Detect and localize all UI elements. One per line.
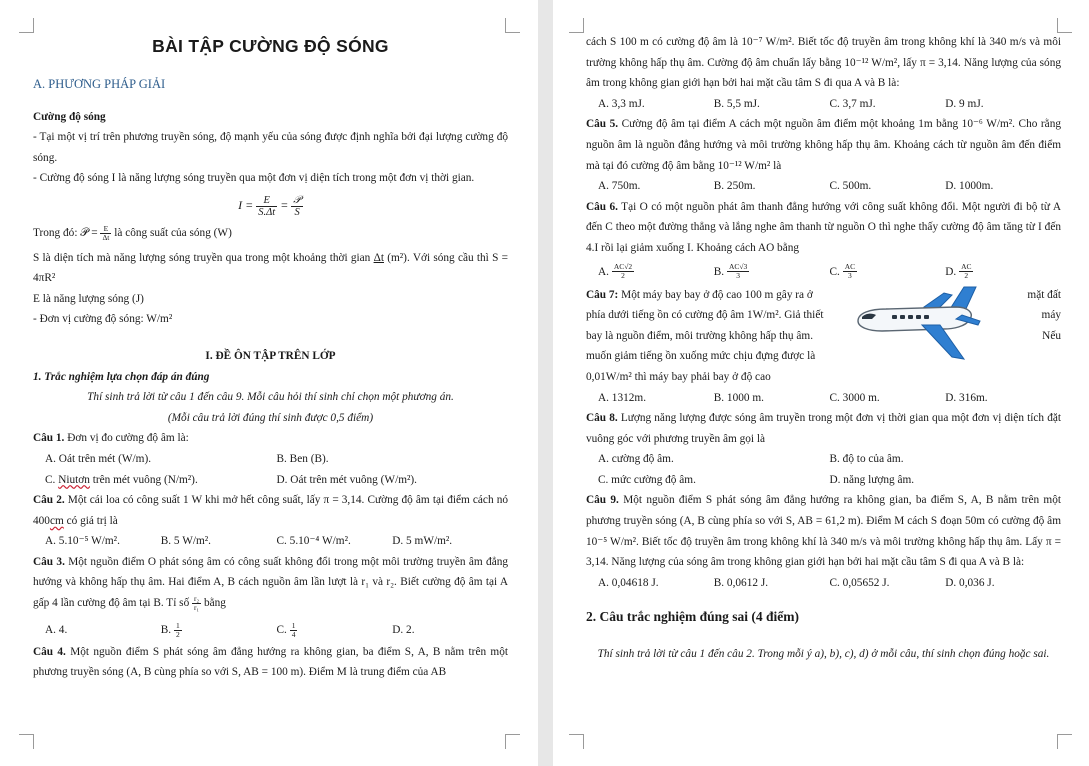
- fraction-numerator: r₂: [194, 593, 200, 603]
- question-text: Một máy bay bay ở độ cao 100 m gây ra ở: [618, 288, 813, 301]
- question-7-line-5: 0,01W/m² thì máy bay phải bay ở độ cao: [586, 370, 771, 383]
- power-fraction: [100, 225, 111, 242]
- question-7-line-2: [586, 305, 1061, 326]
- formula-fraction-energy: [256, 195, 277, 218]
- question-label: Câu 1.: [33, 432, 65, 445]
- option-b: B. 0,0612 J.: [713, 576, 769, 589]
- option-d: D. 2.: [392, 623, 415, 636]
- option-a: A. 1312m.: [598, 391, 647, 404]
- option-b: B. Ben (B).: [276, 452, 329, 465]
- fraction-numerator: AC: [844, 262, 856, 272]
- crop-mark: [1057, 18, 1072, 33]
- question-label: Câu 2.: [33, 494, 65, 507]
- fraction-denominator: 2: [621, 271, 625, 281]
- spellcheck-word: cm: [49, 514, 64, 527]
- option-fraction: [727, 263, 749, 280]
- document-page-2: [553, 0, 1089, 766]
- crop-mark: [19, 734, 34, 749]
- section-heading-review: I. ĐỀ ÔN TẬP TRÊN LỚP: [205, 349, 336, 362]
- formula-fraction-power: [291, 195, 303, 218]
- question-6: [586, 197, 1061, 259]
- question-9-options: [586, 573, 1061, 594]
- question-8-options-row-1: [586, 449, 1061, 470]
- delta-t: Δt: [373, 251, 384, 264]
- question-text: Một nguồn điểm S phát sóng âm đẳng hướng ra không gian, ba điểm S, A, B nằm trên một phương truyền sóng (A, B cùng phía so với S, AB = 61,2 m). Điểm M cách S đoạn 50m có cường độ âm 10⁻⁵ W/m². Biết tốc độ truyền âm trong không khí là 340 m/s và môi trường không hấp thụ âm. Lấy π = 3,14. Năng lượng của sóng âm trong không gian giới hạn bởi hai mặt cầu tâm S đi qua A và B là:: [586, 494, 1061, 569]
- question-label: Câu 9.: [586, 494, 619, 507]
- option-b: [161, 620, 277, 640]
- option-a: A. 750m.: [598, 180, 641, 193]
- question-9: [586, 490, 1061, 572]
- subheading-intensity: Cường độ sóng: [33, 110, 106, 123]
- option-b: B. 1000 m.: [713, 391, 764, 404]
- option-fraction: [612, 263, 634, 280]
- option-a: A. Oát trên mét (W/m).: [45, 452, 152, 465]
- fraction-numerator: AC: [961, 262, 972, 272]
- option-d: D. 5 mW/m².: [392, 535, 453, 548]
- option-d: D. 0,036 J.: [945, 576, 995, 589]
- option-a: A. 4.: [45, 623, 68, 636]
- option-c: C. 5.10⁻⁴ W/m².: [276, 535, 351, 548]
- question-4-options: [586, 94, 1061, 115]
- fraction-numerator: 1: [291, 620, 296, 630]
- option-a: [598, 259, 714, 285]
- option-fraction: [843, 263, 857, 280]
- question-text: Một nguồn điểm S phát sóng âm đẳng hướng ra không gian, ba điểm S, A, B nằm trên một phương truyền sóng (A, B cùng phía so với S, AB = 100 m). Điểm M là trung điểm của AB: [33, 645, 508, 679]
- option-c: [830, 259, 946, 285]
- option-prefix: C.: [829, 265, 840, 278]
- question-5: [586, 114, 1061, 176]
- line-1-left: [586, 285, 813, 306]
- document-title: BÀI TẬP CƯỜNG ĐỘ SÓNG: [152, 36, 389, 56]
- question-8-options-row-2: [586, 470, 1061, 491]
- crop-mark: [505, 734, 520, 749]
- ratio-fraction: [192, 595, 201, 612]
- crop-mark: [569, 18, 584, 33]
- question-label: Câu 3.: [33, 555, 65, 568]
- part1-scoring: (Mỗi câu trả lời đúng thí sinh được 0,5 điểm): [167, 411, 374, 424]
- question-4-continued: cách S 100 m có cường độ âm là 10⁻⁷ W/m². Biết tốc độ truyền âm trong không khí là 340 m/s và môi trường không hấp thụ âm. Cường độ âm chuẩn lấy bằng 10⁻¹² W/m², lấy π = 3,14. Năng lượng của sóng âm trong không gian giới hạn bởi hai mặt cầu tâm S đi qua A và B là:: [586, 36, 1061, 90]
- question-7-line-4: muốn giảm tiếng ồn xuống mức chịu đựng được là: [586, 350, 816, 363]
- option-c-suffix: trên mét vuông (N/m²).: [89, 473, 198, 486]
- document-page-1: [0, 0, 538, 766]
- formula-equals: =: [280, 197, 289, 212]
- option-fraction: [959, 263, 973, 280]
- option-prefix: D.: [945, 265, 957, 278]
- option-prefix: A.: [598, 265, 609, 278]
- option-c: C. 3,7 mJ.: [829, 97, 876, 110]
- question-text-end: bằng: [201, 597, 226, 610]
- question-1-options-row-1: [33, 449, 508, 470]
- fraction-denominator: Δt: [102, 232, 110, 242]
- option-a: A. 5.10⁻⁵ W/m².: [45, 535, 120, 548]
- question-1-options-row-2: [33, 470, 508, 491]
- fraction-denominator: 2: [964, 271, 969, 281]
- option-b: B. 5,5 mJ.: [713, 97, 760, 110]
- option-c: [277, 620, 393, 640]
- line-3-right: Nếu: [1042, 329, 1061, 342]
- section-heading-method: A. PHƯƠNG PHÁP GIẢI: [33, 77, 166, 91]
- option-fraction: [174, 622, 182, 639]
- question-7: [586, 285, 1061, 388]
- option-d: D. 316m.: [945, 391, 988, 404]
- question-6-options: [586, 259, 1061, 285]
- option-c: C. 3000 m.: [829, 391, 880, 404]
- question-2-options: [33, 531, 508, 552]
- crop-mark: [1057, 734, 1072, 749]
- question-2: [33, 490, 508, 531]
- question-7-options: [586, 388, 1061, 409]
- question-label: Câu 5.: [586, 118, 619, 131]
- option-a: A. 3,3 mJ.: [598, 97, 645, 110]
- part1-heading: 1. Trắc nghiệm lựa chọn đáp án đúng: [33, 370, 210, 383]
- option-d: D. Oát trên mét vuông (W/m²).: [276, 473, 417, 486]
- question-3: [33, 552, 508, 614]
- option-d: D. năng lượng âm.: [829, 473, 915, 486]
- intensity-formula: [33, 189, 508, 221]
- where-suffix: là công suất của sóng (W): [114, 226, 232, 239]
- option-d: D. 1000m.: [945, 180, 994, 193]
- question-8: [586, 408, 1061, 449]
- question-7-line-3: [586, 326, 1061, 347]
- option-prefix: B.: [160, 623, 172, 636]
- option-d: [945, 259, 1061, 285]
- line-2-right: máy: [1041, 309, 1061, 322]
- option-b: B. 5 W/m².: [160, 535, 212, 548]
- question-label: Câu 8.: [586, 412, 618, 425]
- fraction-denominator: S.Δt: [258, 206, 276, 218]
- option-b: B. độ to của âm.: [829, 453, 904, 466]
- area-definition: [33, 248, 508, 289]
- question-5-options: [586, 176, 1061, 197]
- option-prefix: C.: [276, 623, 287, 636]
- part2-heading: 2. Câu trắc nghiệm đúng sai (4 điểm): [586, 609, 800, 625]
- fraction-denominator: 3: [736, 271, 740, 281]
- energy-definition: E là năng lượng sóng (J): [33, 292, 144, 305]
- area-text: S là diện tích mà năng lượng sóng truyền qua trong một khoảng thời gian: [33, 251, 371, 264]
- fraction-denominator: S: [294, 206, 300, 218]
- airplane-illustration: [852, 285, 984, 363]
- question-label: Câu 4.: [33, 645, 66, 658]
- option-b: B. 250m.: [713, 180, 756, 193]
- question-3-options: [33, 620, 508, 640]
- definition-paragraph-2: - Cường độ sóng I là năng lượng sóng truyền qua một đơn vị diện tích trong một đơn vị thời gian.: [33, 172, 475, 185]
- question-text: Cường độ âm tại điểm A cách một nguồn âm điểm một khoảng 1m bằng 10⁻⁶ W/m². Cho rằng nguồn âm là nguồn đẳng hướng và môi trường không hấp thụ âm. Khoảng cách từ nguồn âm đến điểm mà tại đó cường độ âm bằng 10⁻¹² W/m² là: [586, 118, 1061, 172]
- fraction-denominator: 4: [291, 629, 296, 639]
- question-text: Lượng năng lượng được sóng âm truyền trong một đơn vị thời gian qua một đơn vị diện tích đặt vuông góc với phương truyền âm gọi là: [586, 412, 1061, 445]
- part2-instruction: Thí sinh trả lời từ câu 1 đến câu 2. Trong mỗi ý a), b), c), d) ở mỗi câu, thí sinh chọn đúng hoặc sai.: [597, 648, 1050, 661]
- option-c: [45, 470, 277, 491]
- option-a: A. cường độ âm.: [598, 453, 674, 466]
- question-7-line-1: [586, 285, 1061, 306]
- fraction-numerator: AC√3: [728, 262, 748, 272]
- crop-mark: [19, 18, 34, 33]
- line-1-right: mặt đất: [1027, 288, 1061, 301]
- fraction-numerator: 𝒫: [293, 194, 301, 206]
- definition-paragraph-1: - Tại một vị trí trên phương truyền sóng, độ mạnh yếu của sóng được định nghĩa bởi đại lượng cường độ sóng.: [33, 131, 508, 164]
- question-label: Câu 6.: [586, 200, 618, 213]
- fraction-numerator: E: [256, 195, 277, 207]
- question-4: [33, 642, 508, 683]
- question-text-end: có giá trị là: [63, 514, 118, 527]
- crop-mark: [569, 734, 584, 749]
- option-prefix: B.: [713, 265, 725, 278]
- question-text: Tại O có một nguồn phát âm thanh đẳng hướng với công suất không đổi. Một người đi bộ từ A đến C theo một đường thẳng và lắng nghe âm thanh từ nguồn O thì nghe thấy cường độ âm tăng từ I đến 4.I rồi lại giảm xuống I. Khoảng cách AO bằng: [586, 200, 1061, 254]
- question-text: Đơn vị đo cường độ âm là:: [64, 432, 189, 445]
- option-b: [714, 259, 830, 285]
- fraction-denominator: r₁: [194, 602, 200, 612]
- spellcheck-word: Niutơn: [58, 473, 90, 486]
- option-c: C. 500m.: [829, 180, 872, 193]
- fraction-numerator: E: [100, 225, 111, 234]
- line-2-left: phía dưới tiếng ồn có cường độ âm 1W/m². Giả thiết: [586, 309, 824, 322]
- line-3-left: bay là nguồn điểm, môi trường không hấp thụ âm.: [586, 329, 814, 342]
- option-fraction: [290, 622, 298, 639]
- option-c-prefix: C.: [45, 473, 59, 486]
- fraction-denominator: 2: [175, 629, 180, 639]
- fraction-denominator: 3: [848, 271, 852, 281]
- question-text: Một nguồn điểm O phát sóng âm có công suất không đổi trong một môi trường truyền âm đẳng hướng và không hấp thụ âm. Hai điểm A, B cách nguồn âm lần lượt là r₁ và r₂. Biết cường độ âm tại A gấp 4 lần cường độ âm tại B. Tỉ số: [33, 555, 509, 610]
- fraction-numerator: AC√2: [613, 262, 633, 272]
- option-d: D. 9 mJ.: [945, 97, 984, 110]
- area-text-end: (m²). Với sóng cầu thì S = 4πR²: [33, 251, 508, 285]
- option-c: C. 0,05652 J.: [829, 576, 890, 589]
- question-1: [33, 428, 508, 449]
- part1-instruction: Thí sinh trả lời từ câu 1 đến câu 9. Mỗi câu hỏi thí sinh chỉ chọn một phương án.: [87, 391, 454, 404]
- where-line: [33, 223, 508, 244]
- fraction-numerator: 1: [175, 620, 180, 630]
- formula-lhs: I =: [238, 197, 254, 212]
- where-prefix: Trong đó: 𝒫 =: [33, 226, 98, 239]
- question-label: Câu 7:: [586, 288, 619, 301]
- question-text: Một cái loa có công suất 1 W khi mở hết công suất, lấy π = 3,14. Cường độ âm tại điểm cách nó 400: [33, 494, 508, 527]
- option-a: A. 0,04618 J.: [598, 576, 659, 589]
- option-c: C. mức cường độ âm.: [598, 473, 696, 486]
- unit-definition: - Đơn vị cường độ sóng: W/m²: [33, 313, 173, 326]
